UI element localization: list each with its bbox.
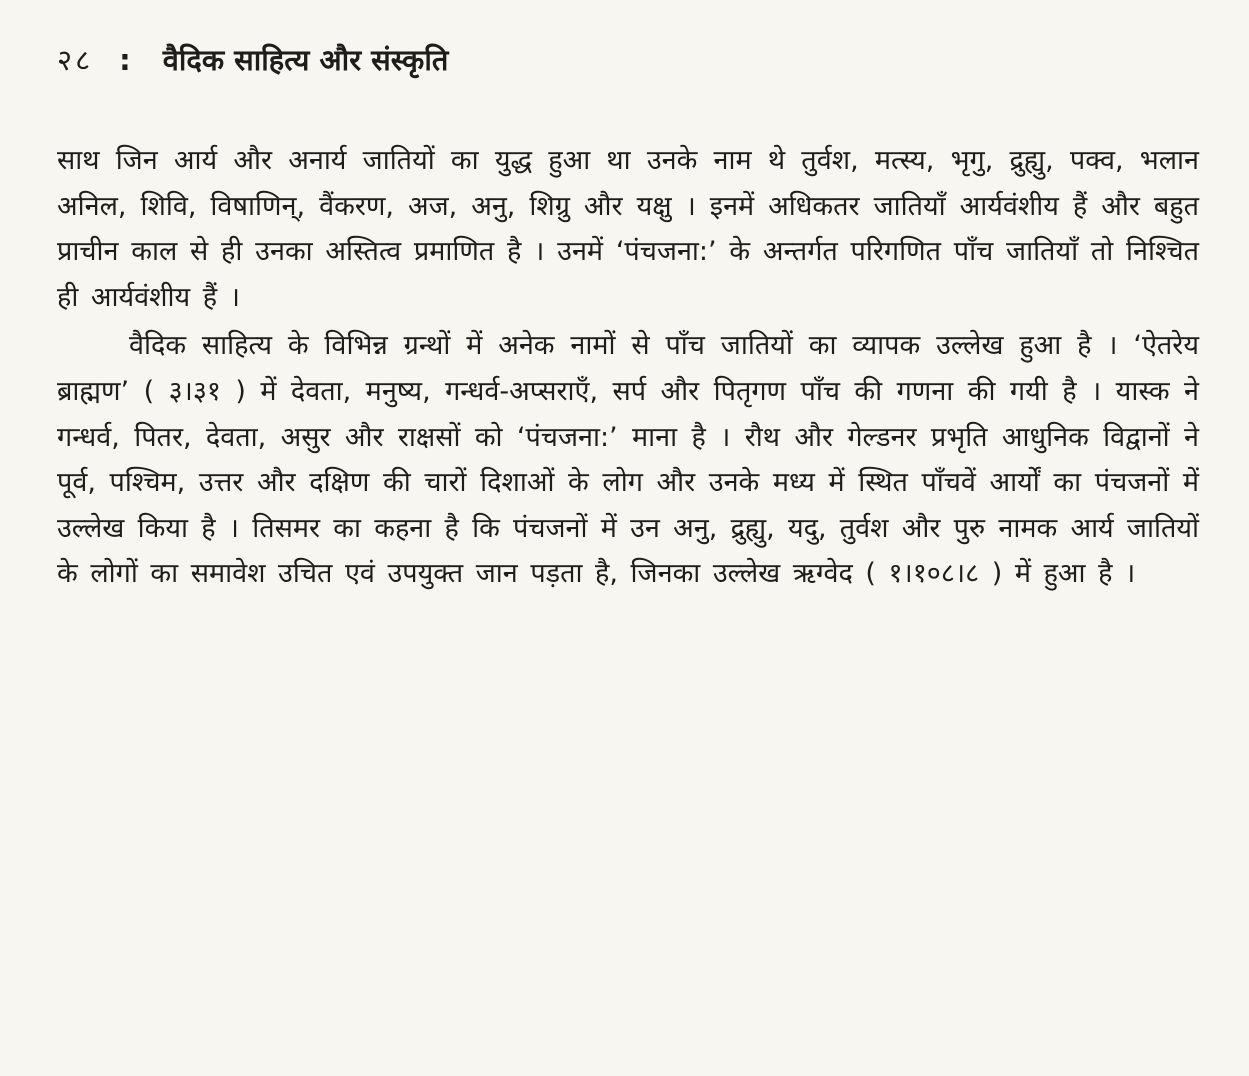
paragraph: वैदिक साहित्य के विभिन्न ग्रन्थों में अनेक नामों से पाँच जातियों का व्यापक उल्लेख हुआ है । ‘ऐतरेय ब्राह्मण’ ( ३।३१ ) में देवता, मनुष्य, गन्धर्व-अप्सराएँ, सर्प और पितृगण पाँच की गणना की गयी है । यास्क ने गन्धर्व, पितर, देवता, असुर और राक्षसों को ‘पंचजना:’ माना है । रौथ और गेल्डनर प्रभृति आधुनिक विद्वानों ने पूर्व, पश्चिम, उत्तर और दक्षिण की चारों दिशाओं के लोग और उनके मध्य में स्थित पाँचवें आर्यों का पंचजनों में उल्लेख किया है । तिसमर का कहना है कि पंचजनों में उन अनु, द्रुह्यु, यदु, तुर्वश और पुरु नामक आर्य जातियों के लोगों का समावेश उचित एवं उपयुक्त जान पड़ता है, जिनका उल्लेख ऋग्वेद ( १।१०८।८ ) में हुआ है । bbox=[57, 330, 1199, 590]
page-number: २८ bbox=[57, 43, 94, 77]
body-text bbox=[57, 138, 1199, 597]
header-separator: : bbox=[119, 43, 131, 77]
book-title: वैदिक साहित्य और संस्कृति bbox=[162, 43, 449, 77]
running-header bbox=[57, 38, 1199, 82]
paragraph: साथ जिन आर्य और अनार्य जातियों का युद्ध हुआ था उनके नाम थे तुर्वश, मत्स्य, भृगु, द्रुह्यु, पक्व, भलान अनिल, शिवि, विषाणिन्, वैंकरण, अज, अनु, शिग्रु और यक्षु । इनमें अधिकतर जातियाँ आर्यवंशीय हैं और बहुत प्राचीन काल से ही उनका अस्तित्व प्रमाणित है । उनमें ‘पंचजना:’ के अन्तर्गत परिगणित पाँच जातियाँ तो निश्चित ही आर्यवंशीय हैं । bbox=[57, 145, 1199, 313]
